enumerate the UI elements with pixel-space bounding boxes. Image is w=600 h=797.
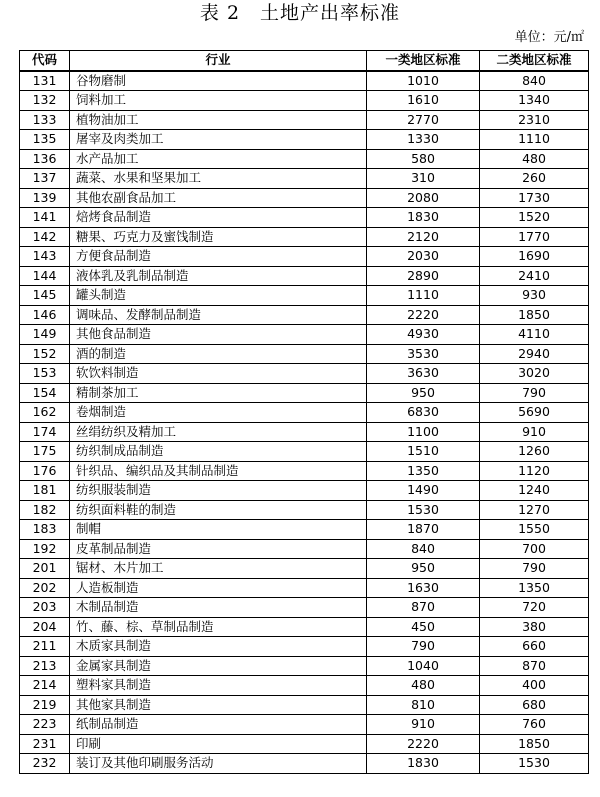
cell-class2-standard: 1350 — [480, 578, 589, 598]
cell-class2-standard: 720 — [480, 598, 589, 618]
cell-class2-standard: 760 — [480, 715, 589, 735]
cell-class2-standard: 2940 — [480, 344, 589, 364]
cell-industry: 屠宰及肉类加工 — [70, 130, 367, 150]
cell-code: 211 — [20, 637, 70, 657]
table-row — [20, 520, 589, 540]
cell-industry: 其他家具制造 — [70, 695, 367, 715]
cell-industry: 方便食品制造 — [70, 247, 367, 267]
table-row — [20, 598, 589, 618]
table-row — [20, 559, 589, 579]
cell-code: 182 — [20, 500, 70, 520]
cell-class2-standard: 1270 — [480, 500, 589, 520]
cell-class2-standard: 870 — [480, 656, 589, 676]
cell-class1-standard: 790 — [367, 637, 480, 657]
cell-class2-standard: 790 — [480, 559, 589, 579]
cell-code: 203 — [20, 598, 70, 618]
cell-code: 183 — [20, 520, 70, 540]
land-output-table — [19, 50, 589, 774]
cell-industry: 软饮料制造 — [70, 364, 367, 384]
table-row — [20, 130, 589, 150]
unit-label: 单位：元/㎡ — [514, 30, 584, 45]
header-industry: 行业 — [70, 51, 367, 71]
cell-code: 146 — [20, 305, 70, 325]
cell-code: 176 — [20, 461, 70, 481]
cell-class1-standard: 1610 — [367, 91, 480, 111]
cell-class2-standard: 260 — [480, 169, 589, 189]
cell-industry: 糖果、巧克力及蜜饯制造 — [70, 227, 367, 247]
cell-class1-standard: 1040 — [367, 656, 480, 676]
cell-industry: 其他农副食品加工 — [70, 188, 367, 208]
cell-code: 232 — [20, 754, 70, 774]
cell-class1-standard: 580 — [367, 149, 480, 169]
table-row — [20, 110, 589, 130]
header-code: 代码 — [20, 51, 70, 71]
cell-code: 175 — [20, 442, 70, 462]
cell-industry: 卷烟制造 — [70, 403, 367, 423]
table-row — [20, 149, 589, 169]
cell-class1-standard: 910 — [367, 715, 480, 735]
cell-code: 149 — [20, 325, 70, 345]
table-row — [20, 91, 589, 111]
cell-industry: 塑料家具制造 — [70, 676, 367, 696]
cell-class2-standard: 660 — [480, 637, 589, 657]
cell-class1-standard: 2030 — [367, 247, 480, 267]
cell-class1-standard: 840 — [367, 539, 480, 559]
table-row — [20, 247, 589, 267]
cell-class1-standard: 1830 — [367, 754, 480, 774]
table-row — [20, 71, 589, 91]
cell-class2-standard: 680 — [480, 695, 589, 715]
cell-code: 137 — [20, 169, 70, 189]
cell-code: 162 — [20, 403, 70, 423]
table-row — [20, 383, 589, 403]
cell-industry: 蔬菜、水果和坚果加工 — [70, 169, 367, 189]
cell-industry: 罐头制造 — [70, 286, 367, 306]
cell-code: 141 — [20, 208, 70, 228]
cell-class1-standard: 2770 — [367, 110, 480, 130]
cell-class1-standard: 1010 — [367, 71, 480, 91]
cell-code: 153 — [20, 364, 70, 384]
table-row — [20, 754, 589, 774]
cell-class1-standard: 1510 — [367, 442, 480, 462]
cell-code: 136 — [20, 149, 70, 169]
cell-class2-standard: 1850 — [480, 734, 589, 754]
cell-class2-standard: 1260 — [480, 442, 589, 462]
table-title: 表 2 土地产出率标准 — [199, 2, 401, 24]
table-header — [20, 51, 589, 71]
cell-class1-standard: 810 — [367, 695, 480, 715]
cell-class2-standard: 1120 — [480, 461, 589, 481]
cell-class2-standard: 1340 — [480, 91, 589, 111]
cell-class2-standard: 1520 — [480, 208, 589, 228]
cell-class2-standard: 3020 — [480, 364, 589, 384]
cell-code: 231 — [20, 734, 70, 754]
cell-class2-standard: 400 — [480, 676, 589, 696]
table-row — [20, 656, 589, 676]
cell-industry: 精制茶加工 — [70, 383, 367, 403]
table-row — [20, 422, 589, 442]
table-row — [20, 266, 589, 286]
cell-class1-standard: 1830 — [367, 208, 480, 228]
cell-industry: 金属家具制造 — [70, 656, 367, 676]
cell-industry: 谷物磨制 — [70, 71, 367, 91]
cell-industry: 木质家具制造 — [70, 637, 367, 657]
cell-class1-standard: 480 — [367, 676, 480, 696]
cell-code: 142 — [20, 227, 70, 247]
cell-industry: 装订及其他印刷服务活动 — [70, 754, 367, 774]
cell-class2-standard: 1690 — [480, 247, 589, 267]
cell-code: 201 — [20, 559, 70, 579]
cell-industry: 丝绢纺织及精加工 — [70, 422, 367, 442]
table-row — [20, 500, 589, 520]
cell-code: 223 — [20, 715, 70, 735]
cell-code: 132 — [20, 91, 70, 111]
cell-industry: 饲料加工 — [70, 91, 367, 111]
cell-class1-standard: 1630 — [367, 578, 480, 598]
cell-class2-standard: 1770 — [480, 227, 589, 247]
cell-class1-standard: 1100 — [367, 422, 480, 442]
cell-code: 181 — [20, 481, 70, 501]
header-class2-standard: 二类地区标准 — [480, 51, 589, 71]
cell-industry: 纺织制成品制造 — [70, 442, 367, 462]
cell-code: 192 — [20, 539, 70, 559]
table-row — [20, 305, 589, 325]
cell-class1-standard: 2220 — [367, 305, 480, 325]
cell-industry: 人造板制造 — [70, 578, 367, 598]
table-body — [20, 71, 589, 774]
cell-industry: 皮革制品制造 — [70, 539, 367, 559]
cell-industry: 调味品、发酵制品制造 — [70, 305, 367, 325]
cell-industry: 酒的制造 — [70, 344, 367, 364]
cell-industry: 印刷 — [70, 734, 367, 754]
cell-industry: 其他食品制造 — [70, 325, 367, 345]
cell-class1-standard: 1350 — [367, 461, 480, 481]
cell-class2-standard: 840 — [480, 71, 589, 91]
cell-class1-standard: 2080 — [367, 188, 480, 208]
cell-class1-standard: 950 — [367, 383, 480, 403]
table-row — [20, 344, 589, 364]
cell-code: 145 — [20, 286, 70, 306]
table-row — [20, 364, 589, 384]
cell-class1-standard: 4930 — [367, 325, 480, 345]
table-row — [20, 169, 589, 189]
table-row — [20, 403, 589, 423]
cell-industry: 液体乳及乳制品制造 — [70, 266, 367, 286]
cell-code: 202 — [20, 578, 70, 598]
cell-class1-standard: 3630 — [367, 364, 480, 384]
cell-class2-standard: 1730 — [480, 188, 589, 208]
cell-class2-standard: 5690 — [480, 403, 589, 423]
cell-code: 139 — [20, 188, 70, 208]
table-row — [20, 286, 589, 306]
cell-class1-standard: 450 — [367, 617, 480, 637]
cell-class2-standard: 2410 — [480, 266, 589, 286]
table-row — [20, 637, 589, 657]
cell-code: 219 — [20, 695, 70, 715]
table-row — [20, 734, 589, 754]
cell-code: 214 — [20, 676, 70, 696]
cell-code: 131 — [20, 71, 70, 91]
table-row — [20, 539, 589, 559]
table-row — [20, 715, 589, 735]
cell-class1-standard: 1530 — [367, 500, 480, 520]
cell-class2-standard: 1530 — [480, 754, 589, 774]
cell-class2-standard: 910 — [480, 422, 589, 442]
cell-class2-standard: 4110 — [480, 325, 589, 345]
header-row — [20, 51, 589, 71]
cell-class1-standard: 2120 — [367, 227, 480, 247]
header-class1-standard: 一类地区标准 — [367, 51, 480, 71]
cell-class2-standard: 1110 — [480, 130, 589, 150]
cell-class2-standard: 1850 — [480, 305, 589, 325]
cell-class2-standard: 2310 — [480, 110, 589, 130]
table-row — [20, 325, 589, 345]
cell-industry: 植物油加工 — [70, 110, 367, 130]
cell-class1-standard: 1110 — [367, 286, 480, 306]
cell-code: 204 — [20, 617, 70, 637]
cell-industry: 水产品加工 — [70, 149, 367, 169]
cell-class1-standard: 2890 — [367, 266, 480, 286]
cell-class2-standard: 700 — [480, 539, 589, 559]
cell-class2-standard: 1240 — [480, 481, 589, 501]
table-row — [20, 461, 589, 481]
table-row — [20, 676, 589, 696]
cell-industry: 木制品制造 — [70, 598, 367, 618]
cell-class1-standard: 2220 — [367, 734, 480, 754]
cell-class2-standard: 480 — [480, 149, 589, 169]
cell-industry: 针织品、编织品及其制品制造 — [70, 461, 367, 481]
cell-class2-standard: 1550 — [480, 520, 589, 540]
table-row — [20, 695, 589, 715]
table-row — [20, 188, 589, 208]
cell-class1-standard: 6830 — [367, 403, 480, 423]
cell-code: 152 — [20, 344, 70, 364]
cell-class1-standard: 1330 — [367, 130, 480, 150]
table-row — [20, 208, 589, 228]
cell-class1-standard: 3530 — [367, 344, 480, 364]
cell-class2-standard: 380 — [480, 617, 589, 637]
table-row — [20, 617, 589, 637]
cell-code: 135 — [20, 130, 70, 150]
cell-industry: 焙烤食品制造 — [70, 208, 367, 228]
cell-code: 133 — [20, 110, 70, 130]
cell-class1-standard: 870 — [367, 598, 480, 618]
table-row — [20, 481, 589, 501]
cell-code: 154 — [20, 383, 70, 403]
cell-class1-standard: 1490 — [367, 481, 480, 501]
table-row — [20, 442, 589, 462]
cell-class1-standard: 950 — [367, 559, 480, 579]
cell-code: 144 — [20, 266, 70, 286]
cell-industry: 锯材、木片加工 — [70, 559, 367, 579]
table-row — [20, 578, 589, 598]
cell-code: 213 — [20, 656, 70, 676]
cell-industry: 竹、藤、棕、草制品制造 — [70, 617, 367, 637]
cell-industry: 纸制品制造 — [70, 715, 367, 735]
cell-code: 174 — [20, 422, 70, 442]
cell-industry: 纺织面料鞋的制造 — [70, 500, 367, 520]
cell-class1-standard: 310 — [367, 169, 480, 189]
cell-class1-standard: 1870 — [367, 520, 480, 540]
cell-class2-standard: 790 — [480, 383, 589, 403]
cell-class2-standard: 930 — [480, 286, 589, 306]
cell-industry: 纺织服装制造 — [70, 481, 367, 501]
table-row — [20, 227, 589, 247]
cell-industry: 制帽 — [70, 520, 367, 540]
cell-code: 143 — [20, 247, 70, 267]
